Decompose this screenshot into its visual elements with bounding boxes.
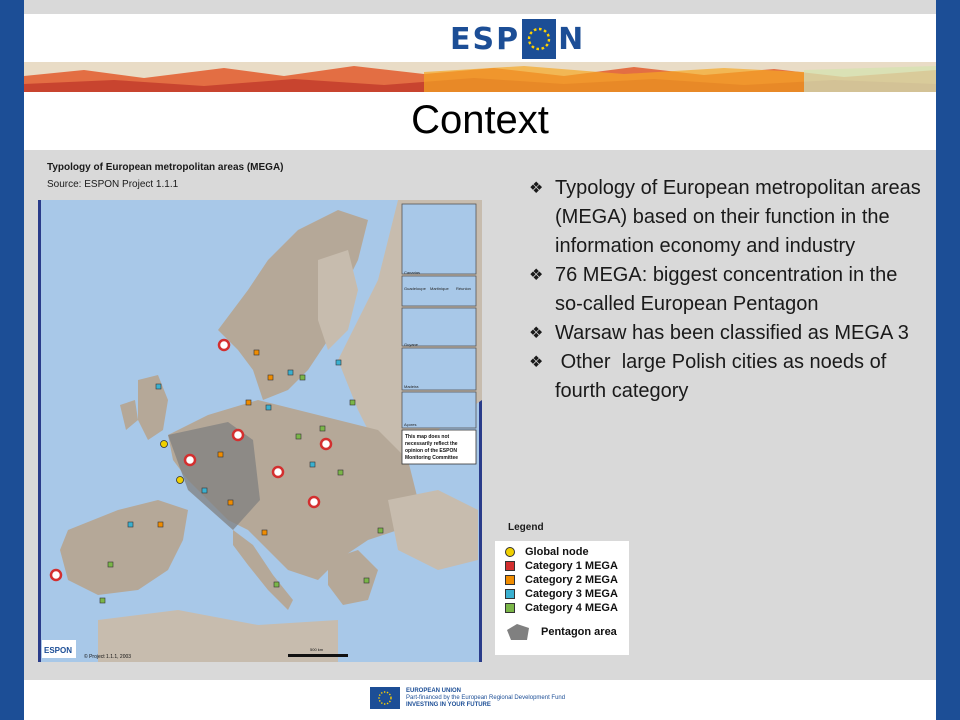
slide-title: Context (411, 98, 549, 142)
bullet-item (529, 261, 929, 319)
category-1-swatch-icon (505, 561, 515, 571)
bullet-text: 76 MEGA: biggest concentration in the so-called European Pentagon (555, 264, 898, 315)
inset-label: Réunion (456, 286, 471, 291)
inset-label: Canarias (404, 270, 421, 275)
right-frame-bar (936, 0, 960, 720)
map-copyright: © Project 1.1.1, 2003 (84, 654, 132, 660)
disclaimer-line: opinion of the ESPON (405, 448, 457, 454)
eu-line: INVESTING IN YOUR FUTURE (406, 701, 491, 708)
disclaimer-line: Monitoring Committee (405, 455, 459, 461)
diamond-bullet-icon: ❖ (529, 180, 544, 197)
bullet-text: Typology of European metropolitan areas (MEGA) based on their function in the information economy and industry (555, 177, 921, 257)
category-3-swatch-icon (505, 589, 515, 599)
logo-text-right: N (558, 21, 586, 57)
legend-item-category-1 (505, 559, 618, 573)
legend-label: Pentagon area (541, 626, 617, 638)
legend-label: Category 1 MEGA (525, 560, 618, 572)
content-area (24, 150, 936, 680)
mega-typology-map (38, 200, 482, 662)
eu-line: EUROPEAN UNION (406, 687, 462, 694)
eu-line: Part-financed by the European Regional Development Fund (406, 694, 566, 701)
scale-label: 500 km (310, 647, 324, 652)
scale-bar (288, 654, 348, 657)
legend-item-global-node (505, 545, 589, 559)
espon-logo (450, 22, 585, 56)
category-2-swatch-icon (505, 575, 515, 585)
global-node-swatch-icon (505, 547, 515, 557)
footer (24, 680, 936, 720)
legend-label: Category 3 MEGA (525, 588, 618, 600)
bullet-item (529, 319, 929, 348)
bullet-item (529, 174, 929, 261)
bullet-list (529, 174, 929, 406)
header (24, 14, 936, 62)
bullet-text: Other large Polish cities as noeds of fourth category (555, 351, 892, 402)
inset-label: Madeira (404, 384, 419, 389)
inset-label: Guyane (404, 342, 419, 347)
legend-label: Category 4 MEGA (525, 602, 618, 614)
disclaimer-line: This map does not (405, 434, 450, 440)
inset-label: Martinique (430, 286, 449, 291)
legend-item-category-4 (505, 601, 618, 615)
legend-box (495, 541, 629, 655)
title-area (24, 92, 936, 150)
eu-flag-icon (370, 687, 400, 709)
eu-funding-notice (370, 687, 565, 709)
legend-item-category-3 (505, 587, 618, 601)
inset-label: Açores (404, 422, 417, 427)
legend-item-pentagon-area (505, 625, 617, 639)
bullet-text: Warsaw has been classified as MEGA 3 (555, 322, 909, 344)
top-strip (24, 0, 936, 14)
diamond-bullet-icon: ❖ (529, 267, 544, 284)
svg-text:ESPON: ESPON (44, 646, 73, 655)
category-4-swatch-icon (505, 603, 515, 613)
logo-text-left: ESP (450, 21, 521, 57)
legend-title: Legend (508, 522, 544, 533)
decorative-map-band (24, 62, 936, 92)
map-caption-title: Typology of European metropolitan areas (MEGA) (47, 162, 284, 173)
disclaimer-line: necessarily reflect the (405, 441, 458, 447)
legend-label: Global node (525, 546, 589, 558)
pentagon-area-swatch-icon (505, 622, 531, 642)
bullet-item (529, 348, 929, 406)
eu-stars-icon (522, 19, 556, 59)
inset-label: Guadeloupe (404, 286, 426, 291)
eu-text (406, 688, 565, 709)
legend-item-category-2 (505, 573, 618, 587)
map-caption-source: Source: ESPON Project 1.1.1 (47, 179, 179, 190)
left-frame-bar (0, 0, 24, 720)
legend-label: Category 2 MEGA (525, 574, 618, 586)
diamond-bullet-icon: ❖ (529, 354, 544, 371)
diamond-bullet-icon: ❖ (529, 325, 544, 342)
